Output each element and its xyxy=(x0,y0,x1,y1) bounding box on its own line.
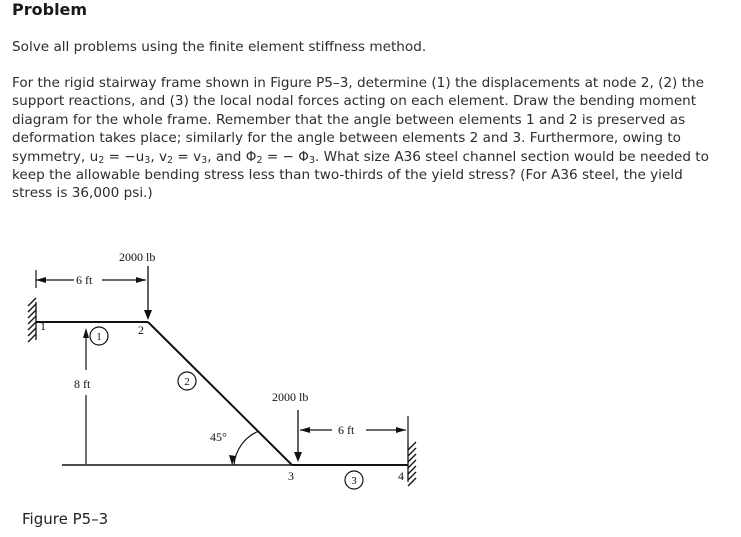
subscript: 2 xyxy=(167,154,174,166)
problem-line-7: stress is 36,000 psi.) xyxy=(12,185,153,202)
element-label-1: 1 xyxy=(96,331,102,343)
dim-arrowhead xyxy=(300,427,310,433)
dim-label-height: 8 ft xyxy=(74,377,91,391)
subscript: 2 xyxy=(256,154,263,166)
load-label-right: 2000 lb xyxy=(272,390,309,404)
problem-line-1: For the rigid stairway frame shown in Figure P5–3, determine (1) the displacements at node 2, (2) the xyxy=(12,75,704,91)
text-seg: = −u xyxy=(104,148,145,165)
load-label-top: 2000 lb xyxy=(119,250,156,264)
text-seg: symmetry, u xyxy=(12,148,99,165)
dim-label-left: 6 ft xyxy=(76,273,93,287)
dim-arrowhead xyxy=(136,277,146,283)
problem-line-4: deformation takes place; similarly for the angle between elements 2 and 3. Furthermore, owing to xyxy=(12,130,681,147)
intro-text: Solve all problems using the finite element stiffness method. xyxy=(12,39,427,55)
load-arrowhead-right xyxy=(294,452,302,462)
angle-label: 45° xyxy=(210,430,227,444)
right-fixed-support xyxy=(408,442,416,486)
text-seg: = − Φ xyxy=(262,148,309,165)
text-seg: , v xyxy=(150,148,168,165)
problem-line-5 xyxy=(12,148,734,166)
dim-arrowhead xyxy=(36,277,46,283)
dim-arrowhead xyxy=(396,427,406,433)
problem-line-3: diagram for the whole frame. Remember that the angle between elements 1 and 2 is preserved as xyxy=(12,111,686,128)
figure-caption: Figure P5–3 xyxy=(22,510,109,528)
dim-arrowhead xyxy=(83,328,89,338)
problem-line-2: support reactions, and (3) the local nodal forces acting on each element. Draw the bending moment xyxy=(12,93,697,110)
text-seg: = v xyxy=(173,148,202,165)
angle-arc xyxy=(234,431,259,465)
load-arrowhead-top xyxy=(144,310,152,320)
page-title: Problem xyxy=(12,0,88,19)
problem-statement xyxy=(12,74,734,203)
frame-figure xyxy=(0,240,460,500)
subscript: 3 xyxy=(308,154,315,166)
node-label-3: 3 xyxy=(288,469,294,483)
problem-line-6: keep the allowable bending stress less than two-thirds of the yield stress? (For A36 steel, the yield xyxy=(12,167,683,184)
node-label-2: 2 xyxy=(138,323,144,337)
element-label-2: 2 xyxy=(184,376,190,388)
element-label-3: 3 xyxy=(351,475,357,487)
subscript: 2 xyxy=(98,154,105,166)
text-seg: . What size A36 steel channel section would be needed to xyxy=(315,148,709,165)
subscript: 3 xyxy=(144,154,151,166)
text-seg: , and Φ xyxy=(207,148,257,165)
left-fixed-support xyxy=(28,298,36,342)
node-label-1: 1 xyxy=(40,319,46,333)
node-label-4: 4 xyxy=(398,469,404,483)
subscript: 3 xyxy=(201,154,208,166)
dim-label-right: 6 ft xyxy=(338,423,355,437)
